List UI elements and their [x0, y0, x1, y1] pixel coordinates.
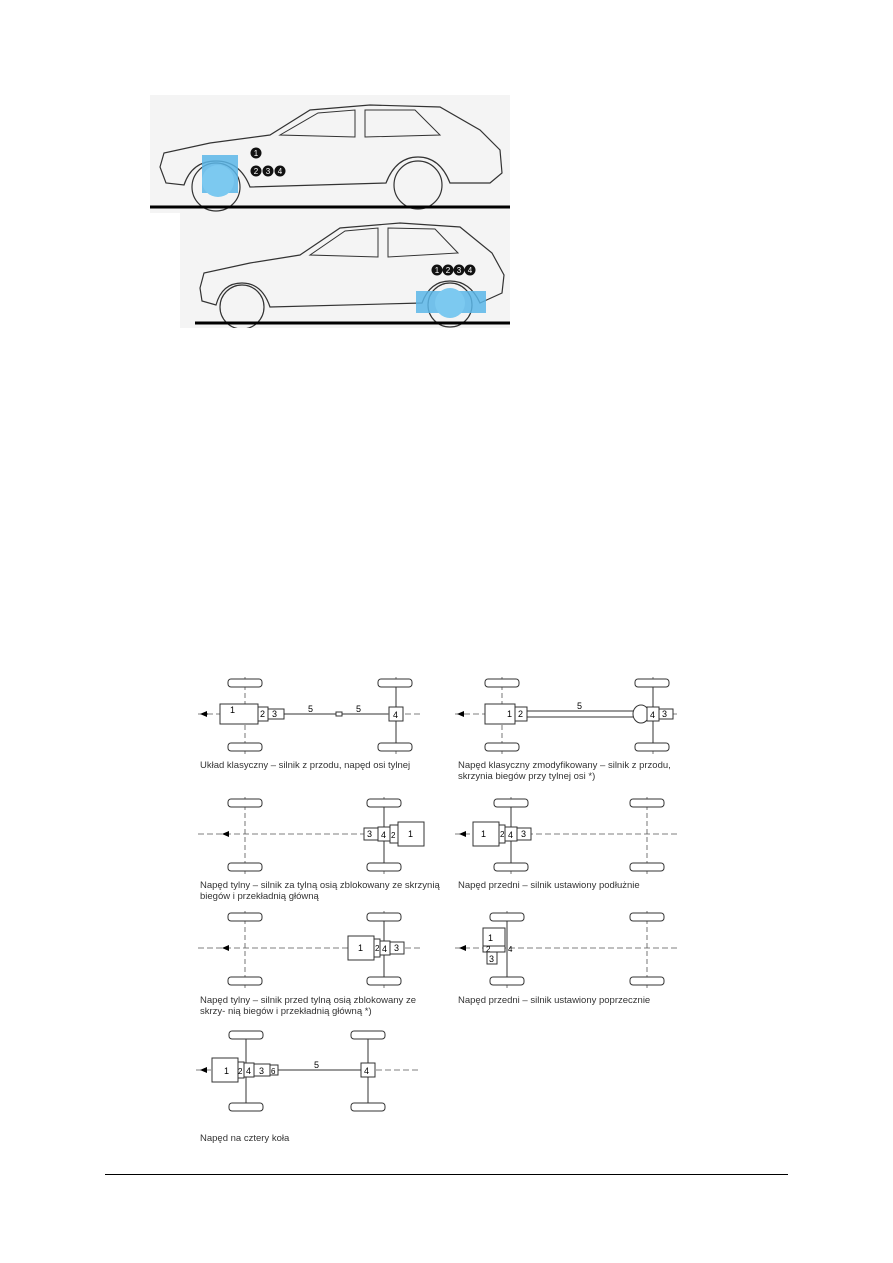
- part-label: 4: [508, 830, 514, 840]
- part-label: 3: [272, 709, 278, 719]
- car-rear-drive-figure: [180, 213, 510, 328]
- caption-classic: Układ klasyczny – silnik z przodu, napęd osi tylnej: [200, 760, 411, 771]
- layout-diagram-four-wheel-drive: [196, 1026, 426, 1116]
- part-label: 1: [224, 1066, 230, 1076]
- callout-rear-2: 2: [445, 266, 451, 275]
- part-label: 1: [481, 829, 487, 839]
- part-label: 6: [271, 1067, 276, 1076]
- part-label: 4: [246, 1066, 252, 1076]
- part-label: 3: [521, 829, 527, 839]
- part-label: 2: [260, 709, 266, 719]
- caption-rear-engine-before-axle: Napęd tylny – silnik przed tylną osią zblokowany ze skrzy- nią biegów i przekładnią główną *): [200, 995, 416, 1017]
- part-label: 4: [508, 945, 513, 954]
- callout-front-1: 1: [253, 149, 259, 158]
- layout-diagram-front-transverse: [455, 906, 685, 996]
- part-label: 2: [500, 830, 505, 839]
- part-label: 4: [381, 830, 387, 840]
- layout-diagram-classic: [198, 672, 428, 762]
- part-label: 1: [507, 709, 513, 719]
- part-label: 5: [356, 704, 362, 714]
- part-label: 4: [382, 944, 388, 954]
- part-label: 3: [662, 709, 668, 719]
- part-label: 3: [259, 1066, 265, 1076]
- part-label: 3: [367, 829, 373, 839]
- car-front-drive-figure: [150, 95, 510, 213]
- part-label: 1: [408, 829, 414, 839]
- part-label: 3: [394, 943, 400, 953]
- callout-front-4: 4: [277, 167, 283, 176]
- part-label: 2: [391, 831, 396, 840]
- callout-front-2: 2: [253, 167, 259, 176]
- callout-front-3: 3: [265, 167, 271, 176]
- part-label: 4: [650, 710, 656, 720]
- callout-rear-1: 1: [434, 266, 440, 275]
- caption-four-wheel-drive: Napęd na cztery koła: [200, 1133, 290, 1144]
- part-label: 2: [238, 1067, 243, 1076]
- part-label: 2: [486, 945, 491, 954]
- callout-rear-3: 3: [456, 266, 462, 275]
- caption-front-longitudinal: Napęd przedni – silnik ustawiony podłużnie: [458, 880, 640, 891]
- layout-diagram-rear-engine-behind-axle: [198, 792, 428, 882]
- part-label: 2: [518, 709, 524, 719]
- callout-rear-4: 4: [467, 266, 473, 275]
- layout-diagram-front-longitudinal: [455, 792, 685, 882]
- part-label: 3: [489, 954, 495, 964]
- part-label: 5: [314, 1060, 320, 1070]
- part-label: 4: [393, 710, 399, 720]
- part-label: 2: [375, 944, 380, 953]
- part-label: 1: [358, 943, 364, 953]
- caption-rear-engine-behind-axle: Napęd tylny – silnik za tylną osią zblokowany ze skrzynią biegów i przekładnią główną: [200, 880, 440, 902]
- caption-modified-classic: Napęd klasyczny zmodyfikowany – silnik z przodu, skrzynia biegów przy tylnej osi *): [458, 760, 671, 782]
- layout-diagram-rear-engine-before-axle: [198, 906, 428, 996]
- part-label: 4: [364, 1066, 370, 1076]
- layout-diagram-modified-classic: [455, 672, 685, 762]
- caption-front-transverse: Napęd przedni – silnik ustawiony poprzecznie: [458, 995, 651, 1006]
- part-label: 5: [577, 701, 583, 711]
- footer-rule: [105, 1174, 788, 1175]
- part-label: 1: [230, 705, 236, 715]
- part-label: 5: [308, 704, 314, 714]
- part-label: 1: [488, 933, 494, 943]
